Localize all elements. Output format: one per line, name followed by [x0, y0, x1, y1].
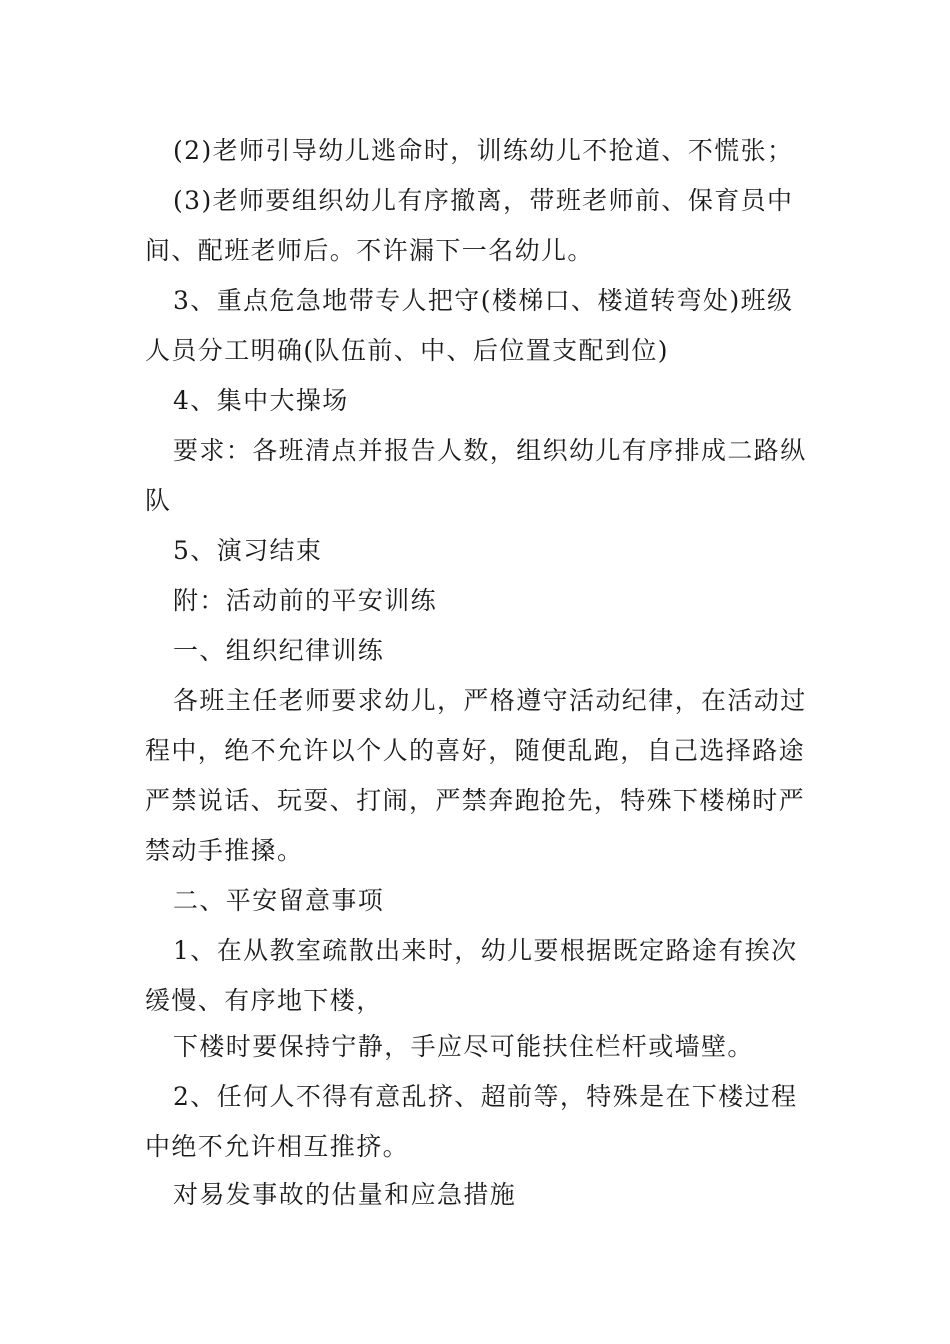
paragraph-5: 要求：各班清点并报告人数，组织幼儿有序排成二路纵队	[145, 436, 807, 515]
paragraph-1: (2)老师引导幼儿逃命时，训练幼儿不抢道、不慌张；	[173, 136, 794, 165]
paragraph-12: 下楼时要保持宁静，手应尽可能扶住栏杆或墙壁。	[173, 1032, 754, 1061]
paragraph-6: 5、演习结束	[173, 536, 323, 565]
paragraph-7: 附：活动前的平安训练	[173, 586, 438, 615]
paragraph-3: 3、重点危急地带专人把守(楼梯口、楼道转弯处)班级人员分工明确(队伍前、中、后位置支配到位)	[145, 286, 794, 365]
paragraph-14: 对易发事故的估量和应急措施	[173, 1180, 517, 1209]
paragraph-4: 4、集中大操场	[173, 386, 349, 415]
paragraph-2: (3)老师要组织幼儿有序撤离，带班老师前、保育员中间、配班老师后。不许漏下一名幼儿。	[145, 186, 794, 265]
paragraph-8: 一、组织纪律训练	[173, 636, 385, 665]
paragraph-13: 2、任何人不得有意乱挤、超前等，特殊是在下楼过程中绝不允许相互推挤。	[145, 1082, 798, 1161]
paragraph-11: 1、在从教室疏散出来时，幼儿要根据既定路途有挨次缓慢、有序地下楼，	[145, 936, 798, 1015]
paragraph-9: 各班主任老师要求幼儿，严格遵守活动纪律，在活动过程中，绝不允许以个人的喜好，随便乱跑，自己选择路途严禁说话、玩耍、打闹，严禁奔跑抢先，特殊下楼梯时严禁动手推搡。	[145, 686, 807, 865]
paragraph-10: 二、平安留意事项	[173, 886, 385, 915]
